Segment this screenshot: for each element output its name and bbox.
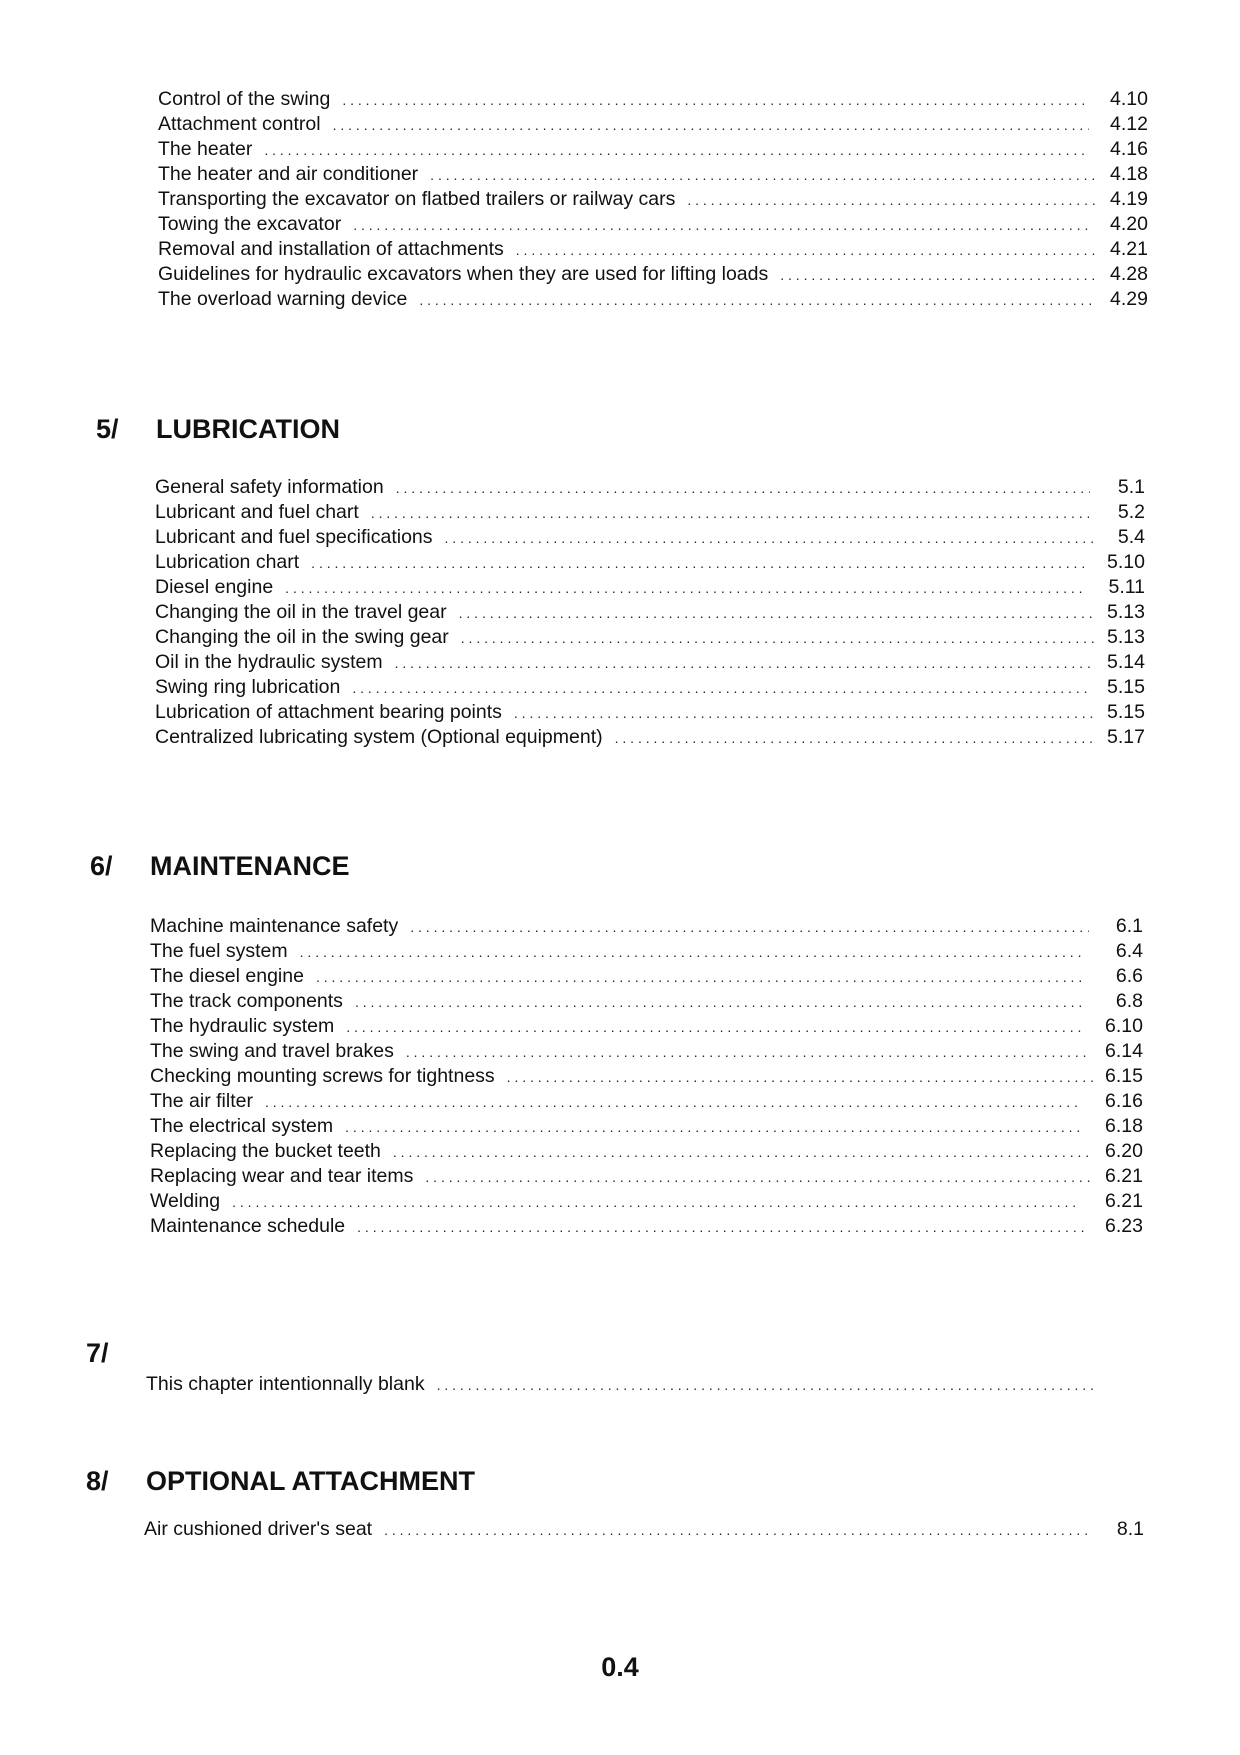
toc-entry[interactable] bbox=[155, 675, 1145, 700]
toc-entry-title: General safety information bbox=[155, 476, 384, 498]
toc-entry-title: Removal and installation of attachments bbox=[158, 238, 504, 260]
chapter-heading-7 bbox=[86, 1338, 146, 1369]
toc-entry-page: 4.21 bbox=[1110, 238, 1148, 260]
dot-leader bbox=[615, 726, 1095, 751]
toc-entry-page: 6.20 bbox=[1105, 1140, 1143, 1162]
toc-entry[interactable] bbox=[155, 550, 1145, 575]
toc-entry-title: Lubrication chart bbox=[155, 551, 300, 573]
toc-entry[interactable] bbox=[150, 989, 1143, 1014]
dot-leader bbox=[371, 501, 1089, 526]
toc-entry-page: 6.21 bbox=[1105, 1190, 1143, 1212]
chapter-title: LUBRICATION bbox=[156, 414, 340, 444]
toc-entry-title: Towing the excavator bbox=[158, 213, 342, 235]
toc-entry[interactable] bbox=[150, 1214, 1143, 1239]
toc-entry-page: 8.1 bbox=[1116, 1518, 1144, 1540]
toc-entry-title: Oil in the hydraulic system bbox=[155, 651, 383, 673]
dot-leader bbox=[406, 1040, 1089, 1065]
toc-entry-page: 4.12 bbox=[1110, 113, 1148, 135]
toc-entry-page: 5.15 bbox=[1107, 701, 1145, 723]
dot-leader bbox=[265, 1090, 1081, 1115]
toc-entry-page: 5.11 bbox=[1108, 576, 1145, 598]
toc-entry-page: 6.18 bbox=[1105, 1115, 1143, 1137]
dot-leader bbox=[285, 576, 1083, 601]
toc-entry-page: 5.14 bbox=[1107, 651, 1145, 673]
toc-entry-page: 5.13 bbox=[1107, 626, 1145, 648]
dot-leader bbox=[687, 188, 1098, 213]
toc-entry-page: 5.1 bbox=[1117, 476, 1145, 498]
dot-leader bbox=[333, 113, 1090, 138]
toc-entry[interactable] bbox=[150, 1164, 1143, 1189]
toc-entry-title: Diesel engine bbox=[155, 576, 274, 598]
chapter-number: 7/ bbox=[86, 1338, 109, 1368]
toc-entry[interactable] bbox=[150, 1189, 1143, 1214]
toc-entry-page: 4.20 bbox=[1110, 213, 1148, 235]
dot-leader bbox=[352, 676, 1087, 701]
toc-entry-title: The electrical system bbox=[150, 1115, 334, 1137]
toc-entry[interactable] bbox=[144, 1517, 1144, 1542]
toc-entry-title: The track components bbox=[150, 990, 343, 1012]
toc-section-chapter7 bbox=[146, 1372, 1146, 1397]
dot-leader bbox=[264, 138, 1085, 163]
toc-entry-page: 6.1 bbox=[1115, 915, 1143, 937]
toc-entry-page: 5.15 bbox=[1107, 676, 1145, 698]
toc-entry[interactable] bbox=[155, 725, 1145, 750]
toc-entry-page: 6.14 bbox=[1105, 1040, 1143, 1062]
dot-leader bbox=[355, 990, 1086, 1015]
toc-entry-title: Machine maintenance safety bbox=[150, 915, 399, 937]
toc-entry-title: Attachment control bbox=[158, 113, 321, 135]
toc-entry[interactable] bbox=[158, 287, 1148, 312]
toc-entry[interactable] bbox=[150, 914, 1143, 939]
toc-entry[interactable] bbox=[155, 575, 1145, 600]
dot-leader bbox=[430, 163, 1095, 188]
toc-entry[interactable] bbox=[150, 1064, 1143, 1089]
toc-entry-title: Swing ring lubrication bbox=[155, 676, 341, 698]
toc-entry-title: Checking mounting screws for tightness bbox=[150, 1065, 495, 1087]
chapter-heading-lubrication bbox=[96, 414, 340, 445]
toc-entry-title: Welding bbox=[150, 1190, 221, 1212]
toc-entry-page: 5.17 bbox=[1107, 726, 1145, 748]
toc-entry-title: The heater and air conditioner bbox=[158, 163, 419, 185]
toc-entry[interactable] bbox=[158, 212, 1148, 237]
toc-entry[interactable] bbox=[150, 1139, 1143, 1164]
toc-entry[interactable] bbox=[158, 137, 1148, 162]
toc-entry-title: Replacing the bucket teeth bbox=[150, 1140, 381, 1162]
toc-entry[interactable] bbox=[158, 87, 1148, 112]
toc-entry-title: Control of the swing bbox=[158, 88, 331, 110]
page-number: 0.4 bbox=[601, 1652, 639, 1682]
toc-entry-page: 5.13 bbox=[1107, 601, 1145, 623]
dot-leader bbox=[516, 238, 1098, 263]
toc-entry-page: 6.21 bbox=[1105, 1165, 1143, 1187]
toc-entry-title: The hydraulic system bbox=[150, 1015, 335, 1037]
chapter-title: OPTIONAL ATTACHMENT bbox=[146, 1466, 475, 1496]
toc-entry[interactable] bbox=[150, 1039, 1143, 1064]
toc-entry-title: Centralized lubricating system (Optional equipment) bbox=[155, 726, 603, 748]
dot-leader bbox=[395, 651, 1090, 676]
toc-entry-page: 4.19 bbox=[1110, 188, 1148, 210]
chapter-number: 6/ bbox=[90, 851, 113, 881]
dot-leader bbox=[353, 213, 1090, 238]
dot-leader bbox=[300, 940, 1083, 965]
toc-entry-page: 4.18 bbox=[1110, 163, 1148, 185]
toc-entry-title: The heater bbox=[158, 138, 253, 160]
toc-entry[interactable] bbox=[146, 1372, 1146, 1397]
chapter-heading-maintenance bbox=[90, 851, 350, 882]
toc-entry[interactable] bbox=[158, 262, 1148, 287]
dot-leader bbox=[345, 1115, 1085, 1140]
toc-entry-title: Lubricant and fuel specifications bbox=[155, 526, 433, 548]
toc-entry-page: 4.16 bbox=[1110, 138, 1148, 160]
dot-leader bbox=[232, 1190, 1079, 1215]
dot-leader bbox=[311, 551, 1085, 576]
toc-entry-title: The air filter bbox=[150, 1090, 253, 1112]
toc-entry-title: Lubricant and fuel chart bbox=[155, 501, 359, 523]
toc-entry-page: 6.8 bbox=[1115, 990, 1143, 1012]
toc-entry[interactable] bbox=[150, 1014, 1143, 1039]
toc-entry-page: 6.15 bbox=[1105, 1065, 1143, 1087]
toc-entry-title: The overload warning device bbox=[158, 288, 408, 310]
toc-entry-page: 5.2 bbox=[1117, 501, 1145, 523]
toc-entry[interactable] bbox=[150, 1114, 1143, 1139]
toc-entry-title: The diesel engine bbox=[150, 965, 304, 987]
dot-leader bbox=[396, 476, 1090, 501]
toc-entry-page: 4.10 bbox=[1110, 88, 1148, 110]
dot-leader bbox=[410, 915, 1089, 940]
toc-entry-title: The fuel system bbox=[150, 940, 288, 962]
dot-leader bbox=[419, 288, 1094, 313]
toc-entry-title: This chapter intentionnally blank bbox=[146, 1373, 425, 1395]
toc-entry[interactable] bbox=[150, 939, 1143, 964]
toc-entry[interactable] bbox=[158, 237, 1148, 262]
toc-entry-title: The swing and travel brakes bbox=[150, 1040, 394, 1062]
dot-leader bbox=[459, 601, 1094, 626]
toc-section-optional-attachment bbox=[144, 1517, 1144, 1542]
toc-entry-title: Maintenance schedule bbox=[150, 1215, 346, 1237]
chapter-number: 5/ bbox=[96, 414, 119, 444]
toc-entry[interactable] bbox=[155, 650, 1145, 675]
toc-entry-page: 5.4 bbox=[1117, 526, 1145, 548]
toc-entry[interactable] bbox=[155, 500, 1145, 525]
dot-leader bbox=[357, 1215, 1086, 1240]
toc-entry-page: 6.16 bbox=[1105, 1090, 1143, 1112]
dot-leader bbox=[437, 1373, 1094, 1398]
toc-entry-page: 5.10 bbox=[1107, 551, 1145, 573]
dot-leader bbox=[507, 1065, 1093, 1090]
toc-entry-page: 4.29 bbox=[1110, 288, 1148, 310]
dot-leader bbox=[342, 88, 1089, 113]
toc-section-lubrication bbox=[155, 475, 1145, 750]
dot-leader bbox=[425, 1165, 1090, 1190]
toc-entry-page: 6.4 bbox=[1115, 940, 1143, 962]
chapter-title: MAINTENANCE bbox=[150, 851, 350, 881]
dot-leader bbox=[780, 263, 1098, 288]
dot-leader bbox=[393, 1140, 1088, 1165]
toc-section-maintenance bbox=[150, 914, 1143, 1239]
toc-entry[interactable] bbox=[155, 475, 1145, 500]
dot-leader bbox=[384, 1518, 1088, 1543]
toc-entry[interactable] bbox=[158, 187, 1148, 212]
dot-leader bbox=[445, 526, 1093, 551]
dot-leader bbox=[514, 701, 1095, 726]
toc-entry[interactable] bbox=[150, 964, 1143, 989]
toc-entry-title: Changing the oil in the travel gear bbox=[155, 601, 447, 623]
toc-entry-page: 6.23 bbox=[1105, 1215, 1143, 1237]
toc-entry[interactable] bbox=[155, 600, 1145, 625]
dot-leader bbox=[316, 965, 1084, 990]
toc-entry-title: Transporting the excavator on flatbed trailers or railway cars bbox=[158, 188, 676, 210]
toc-entry[interactable] bbox=[158, 162, 1148, 187]
toc-entry-page: 6.10 bbox=[1105, 1015, 1143, 1037]
toc-entry[interactable] bbox=[155, 700, 1145, 725]
toc-entry-title: Lubrication of attachment bearing points bbox=[155, 701, 502, 723]
toc-entry[interactable] bbox=[155, 625, 1145, 650]
dot-leader bbox=[346, 1015, 1085, 1040]
toc-entry-page: 6.6 bbox=[1115, 965, 1143, 987]
chapter-number: 8/ bbox=[86, 1466, 109, 1496]
toc-entry-title: Guidelines for hydraulic excavators when they are used for lifting loads bbox=[158, 263, 769, 285]
toc-entry[interactable] bbox=[155, 525, 1145, 550]
toc-entry[interactable] bbox=[158, 112, 1148, 137]
toc-entry-title: Changing the oil in the swing gear bbox=[155, 626, 449, 648]
toc-entry-title: Replacing wear and tear items bbox=[150, 1165, 414, 1187]
chapter-heading-optional-attachment bbox=[86, 1466, 475, 1497]
toc-entry-page: 4.28 bbox=[1110, 263, 1148, 285]
dot-leader bbox=[461, 626, 1094, 651]
toc-entry[interactable] bbox=[150, 1089, 1143, 1114]
toc-section-continued bbox=[158, 87, 1148, 312]
toc-entry-title: Air cushioned driver's seat bbox=[144, 1518, 373, 1540]
